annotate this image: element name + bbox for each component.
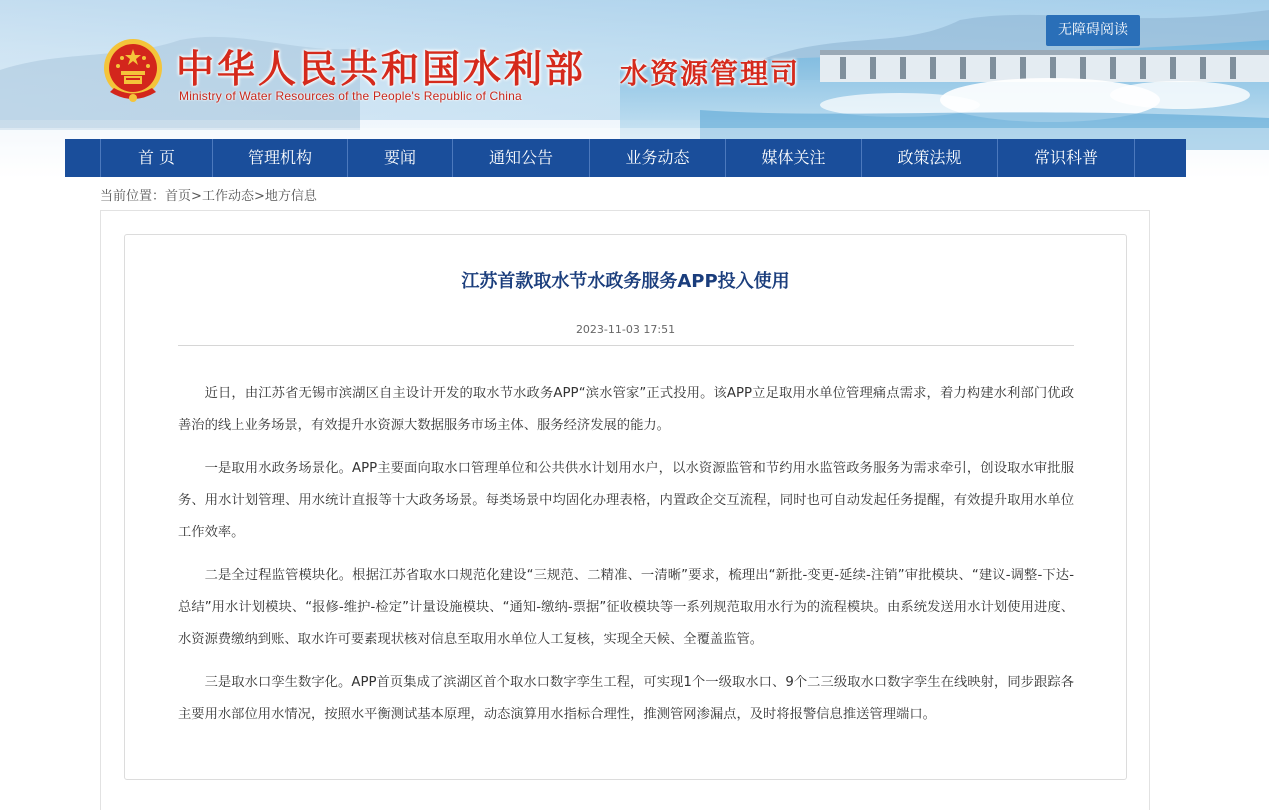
accessibility-reading-button[interactable]: 无障碍阅读	[1046, 15, 1140, 46]
site-subtitle: Ministry of Water Resources of the People's Republic of China	[179, 89, 522, 103]
article-body	[178, 378, 1074, 742]
nav-item-home[interactable]: 首 页	[101, 139, 213, 177]
article-paragraph: 一是取用水政务场景化。APP主要面向取水口管理单位和公共供水计划用水户，以水资源监管和节约用水监管政务服务为需求牵引，创设取水审批服务、用水计划管理、用水统计直报等十大政务场景。每类场景中均固化办理表格，内置政企交互流程，同时也可自动发起任务提醒，有效提升取用水单位工作效率。	[178, 461, 1074, 540]
breadcrumb-work-link[interactable]: 工作动态	[201, 189, 254, 204]
breadcrumb	[100, 185, 317, 204]
title-divider	[178, 345, 1074, 346]
nav-item-policy[interactable]: 政策法规	[862, 139, 998, 177]
nav-item-organization[interactable]: 管理机构	[213, 139, 348, 177]
nav-item-science[interactable]: 常识科普	[998, 139, 1135, 177]
site-title: 中华人民共和国水利部	[176, 46, 587, 91]
nav-item-notices[interactable]: 通知公告	[453, 139, 590, 177]
breadcrumb-separator: >	[253, 189, 265, 204]
breadcrumb-separator: >	[191, 189, 202, 204]
nav-left-cap	[65, 139, 101, 177]
article-title: 江苏首款取水节水政务服务APP投入使用	[461, 271, 790, 292]
nav-item-media[interactable]: 媒体关注	[726, 139, 862, 177]
nav-item-business[interactable]: 业务动态	[590, 139, 726, 177]
national-emblem-icon	[100, 36, 166, 106]
article-paragraph: 三是取水口孪生数字化。APP首页集成了滨湖区首个取水口数字孪生工程，可实现1个一级取水口、9个二三级取水口数字孪生在线映射，同步跟踪各主要用水部位用水情况，按照水平衡测试基本原理，动态演算用水指标合理性，推测管网渗漏点，及时将报警信息推送管理端口。	[178, 675, 1074, 722]
article-paragraph: 二是全过程监管模块化。根据江苏省取水口规范化建设“三规范、二精准、一清晰”要求，梳理出“新批-变更-延续-注销”审批模块、“建议-调整-下达-总结”用水计划模块、“报修-维护-检定”计量设施模块、“通知-缴纳-票据”征收模块等一系列规范取用水行为的流程模块。由系统发送用水计划使用进度、水资源费缴纳到账、取水许可要素现状核对信息至取用水单位人工复核，实现全天候、全覆盖监管。	[178, 568, 1074, 647]
nav-item-news[interactable]: 要闻	[348, 139, 453, 177]
department-name: 水资源管理司	[620, 57, 801, 90]
breadcrumb-home-link[interactable]: 首页	[165, 189, 192, 204]
article-date: 2023-11-03 17:51	[575, 323, 676, 336]
breadcrumb-local-link[interactable]: 地方信息	[264, 189, 317, 204]
main-nav	[65, 139, 1186, 177]
article-paragraph: 近日，由江苏省无锡市滨湖区自主设计开发的取水节水政务APP“滨水管家”正式投用。该APP立足取用水单位管理痛点需求，着力构建水利部门优政善治的线上业务场景，有效提升水资源大数据服务市场主体、服务经济发展的能力。	[178, 386, 1074, 433]
breadcrumb-prefix: 当前位置：	[100, 189, 166, 204]
